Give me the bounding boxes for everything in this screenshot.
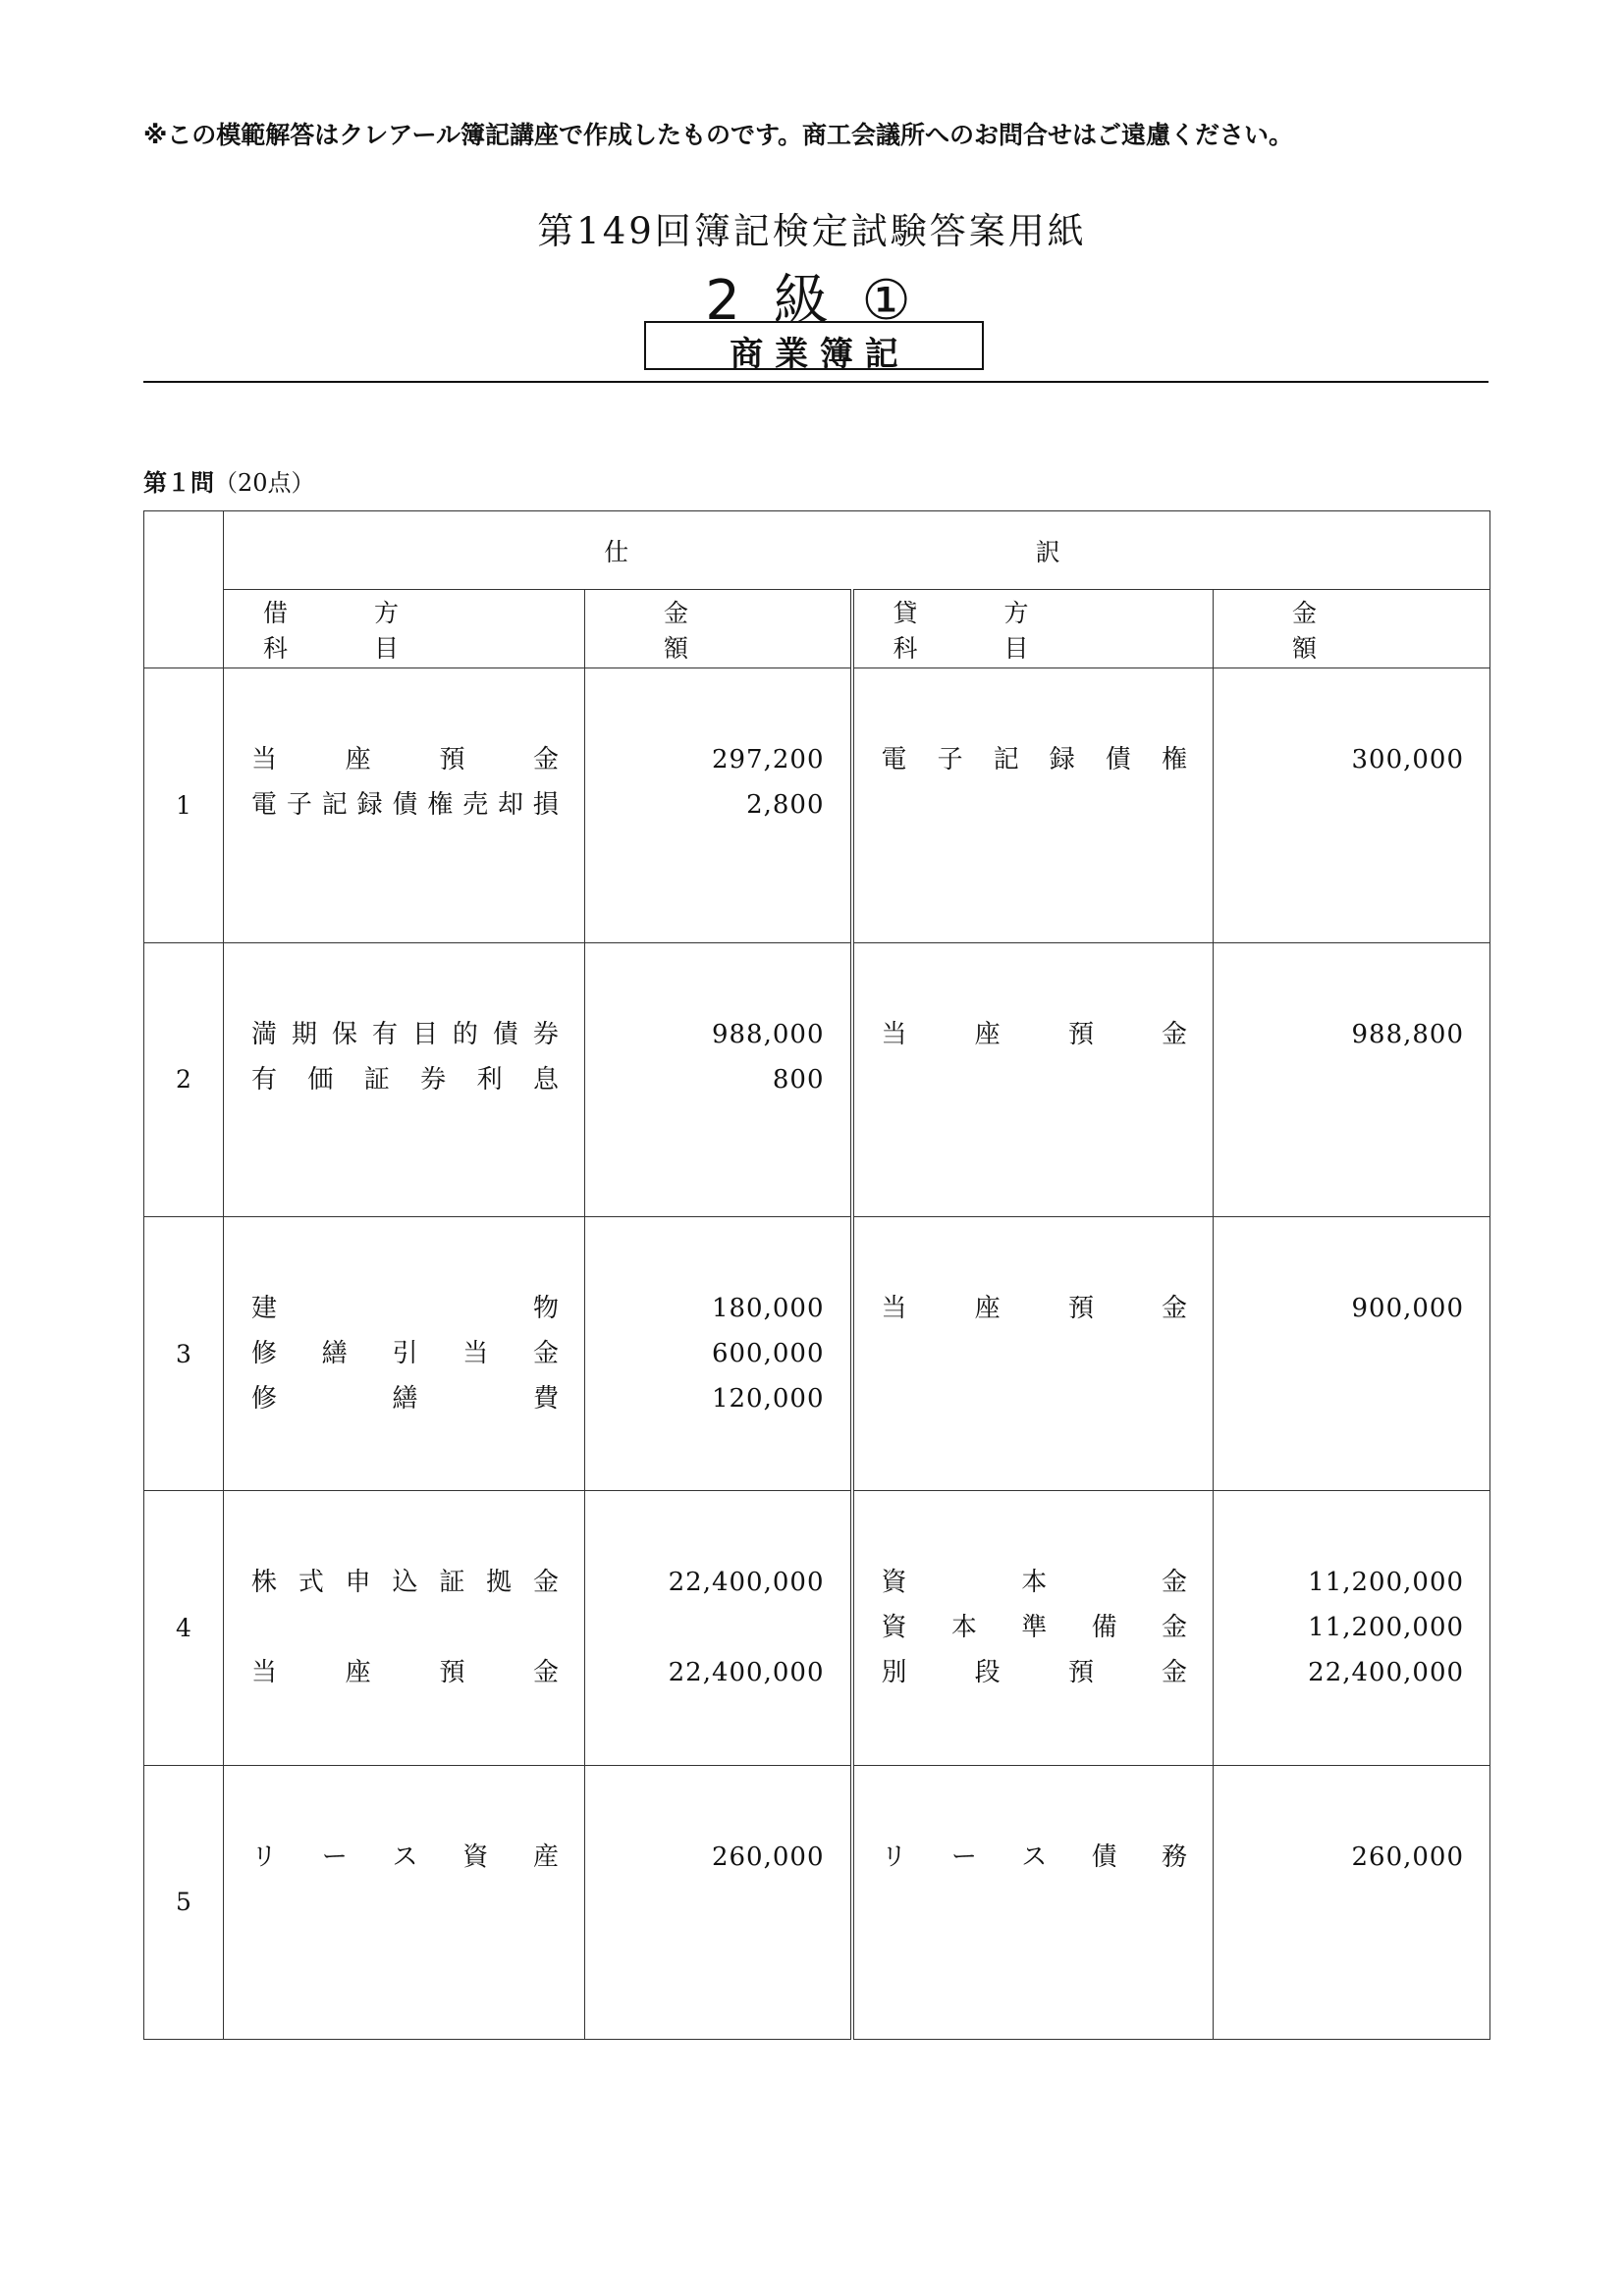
credit-amount-line: 900,000 bbox=[1351, 1294, 1465, 1324]
debit-amount-cell bbox=[585, 668, 852, 942]
credit-amount-cell bbox=[1214, 668, 1490, 942]
credit-amount-line bbox=[1214, 1102, 1489, 1148]
debit-account-header: 借 方 科 目 bbox=[224, 590, 585, 668]
grade-label: 2 級 ① bbox=[705, 269, 919, 333]
credit-account-cell bbox=[852, 1216, 1214, 1490]
credit-amount-line bbox=[1214, 1331, 1489, 1376]
credit-amount-line: 22,400,000 bbox=[1308, 1658, 1465, 1688]
credit-account-line: 当 座 預 金 bbox=[881, 1294, 1187, 1324]
credit-account-header: 貸 方 科 目 bbox=[852, 590, 1214, 668]
debit-amount-line: 180,000 bbox=[711, 1294, 825, 1324]
credit-amount-cell bbox=[1214, 1491, 1490, 1765]
journal-entry-row bbox=[144, 668, 1490, 942]
debit-account-line bbox=[224, 1102, 584, 1148]
debit-account-line bbox=[224, 828, 584, 873]
debit-amount-line: 22,400,000 bbox=[668, 1568, 825, 1598]
entry-number: 5 bbox=[144, 1765, 224, 2039]
journal-body bbox=[144, 668, 1490, 2040]
entry-number: 2 bbox=[144, 942, 224, 1216]
credit-amount-header: 金 額 bbox=[1214, 590, 1490, 668]
entry-number: 3 bbox=[144, 1216, 224, 1490]
journal-entry-row bbox=[144, 942, 1490, 1216]
question-label bbox=[143, 463, 315, 498]
credit-amount-cell bbox=[1214, 1765, 1490, 2039]
debit-amount-cell bbox=[585, 1216, 852, 1490]
journal-entry-row bbox=[144, 1765, 1490, 2039]
credit-account-line bbox=[854, 1331, 1214, 1376]
credit-account-line: 別 段 預 金 bbox=[881, 1658, 1187, 1688]
debit-account-line: リ ー ス 資 産 bbox=[251, 1842, 559, 1872]
credit-account-line: リ ー ス 債 務 bbox=[881, 1842, 1187, 1872]
credit-account-cell bbox=[852, 668, 1214, 942]
debit-account-line bbox=[224, 1880, 584, 1925]
debit-account-line: 有 価 証 券 利 息 bbox=[251, 1064, 559, 1095]
question-points: （20点） bbox=[214, 469, 315, 497]
credit-account-line bbox=[854, 782, 1214, 828]
credit-account-line bbox=[854, 1057, 1214, 1102]
debit-account-line: 当 座 預 金 bbox=[251, 745, 559, 775]
credit-amount-line bbox=[1214, 1376, 1489, 1421]
debit-account-line bbox=[224, 1605, 584, 1650]
credit-account-line: 資 本 金 bbox=[881, 1568, 1187, 1598]
debit-amount-cell bbox=[585, 1765, 852, 2039]
copyright-notice: ※この模範解答はクレアール簿記講座で作成したものです。商工会議所へのお問合せはご遠慮ください。 bbox=[143, 121, 1294, 149]
debit-amount-line: 2,800 bbox=[746, 790, 825, 821]
credit-account-line bbox=[854, 1376, 1214, 1421]
debit-amount-line bbox=[585, 1925, 850, 1970]
credit-account-line bbox=[854, 1925, 1214, 1970]
debit-account-cell bbox=[224, 942, 585, 1216]
journal-entry-row bbox=[144, 1216, 1490, 1490]
entry-number: 1 bbox=[144, 668, 224, 942]
debit-amount-line: 600,000 bbox=[711, 1339, 825, 1369]
credit-account-line bbox=[854, 1880, 1214, 1925]
entry-number: 4 bbox=[144, 1491, 224, 1765]
debit-amount-line: 120,000 bbox=[711, 1384, 825, 1415]
debit-account-line: 株 式 申 込 証 拠 金 bbox=[251, 1568, 559, 1598]
debit-amount-line: 988,000 bbox=[711, 1019, 825, 1049]
debit-account-line: 当 座 預 金 bbox=[251, 1658, 559, 1688]
credit-amount-line bbox=[1214, 1880, 1489, 1925]
subject-box bbox=[644, 321, 984, 374]
credit-account-line: 電 子 記 録 債 権 bbox=[881, 745, 1187, 775]
journal-entry-row bbox=[144, 1491, 1490, 1765]
credit-amount-line bbox=[1214, 1057, 1489, 1102]
debit-amount-cell bbox=[585, 942, 852, 1216]
number-header-cell bbox=[144, 511, 224, 668]
credit-amount-line: 988,800 bbox=[1351, 1019, 1465, 1049]
debit-amount-line: 260,000 bbox=[711, 1842, 825, 1872]
debit-account-line: 建 物 bbox=[251, 1294, 559, 1324]
debit-account-cell bbox=[224, 1491, 585, 1765]
credit-account-line: 当 座 預 金 bbox=[881, 1019, 1187, 1049]
debit-account-cell bbox=[224, 1216, 585, 1490]
journal-group-header bbox=[224, 511, 1490, 590]
credit-account-cell bbox=[852, 1765, 1214, 2039]
credit-amount-line bbox=[1214, 828, 1489, 873]
debit-account-line: 修 繕 費 bbox=[251, 1384, 559, 1415]
debit-account-line: 電 子 記 録 債 権 売 却 損 bbox=[251, 790, 559, 821]
debit-account-cell bbox=[224, 1765, 585, 2039]
journal-entry-table bbox=[143, 510, 1490, 2040]
credit-amount-line bbox=[1214, 782, 1489, 828]
debit-amount-line bbox=[585, 1880, 850, 1925]
group-header-left: 仕 bbox=[604, 537, 629, 566]
subject-label: 商 業 簿 記 bbox=[730, 335, 898, 374]
debit-account-cell bbox=[224, 668, 585, 942]
credit-account-cell bbox=[852, 1491, 1214, 1765]
credit-amount-line: 11,200,000 bbox=[1308, 1613, 1465, 1643]
credit-account-line bbox=[854, 1102, 1214, 1148]
header-divider bbox=[143, 381, 1489, 383]
debit-account-line: 修 繕 引 当 金 bbox=[251, 1339, 559, 1369]
debit-amount-cell bbox=[585, 1491, 852, 1765]
group-header-right: 訳 bbox=[1035, 537, 1060, 566]
credit-account-cell bbox=[852, 942, 1214, 1216]
exam-title: 第149回簿記検定試験答案用紙 bbox=[537, 210, 1087, 252]
debit-amount-line bbox=[585, 1605, 850, 1650]
credit-amount-cell bbox=[1214, 1216, 1490, 1490]
credit-account-line: 資 本 準 備 金 bbox=[881, 1613, 1187, 1643]
debit-amount-line bbox=[585, 828, 850, 873]
credit-amount-line: 11,200,000 bbox=[1308, 1568, 1465, 1598]
debit-account-line: 満 期 保 有 目 的 債 券 bbox=[251, 1019, 559, 1049]
debit-amount-header: 金 額 bbox=[585, 590, 852, 668]
question-number: 第１問 bbox=[143, 469, 214, 497]
credit-amount-line bbox=[1214, 1925, 1489, 1970]
debit-amount-line: 297,200 bbox=[711, 745, 825, 775]
credit-amount-line: 300,000 bbox=[1351, 745, 1465, 775]
debit-account-line bbox=[224, 1925, 584, 1970]
credit-amount-cell bbox=[1214, 942, 1490, 1216]
credit-account-line bbox=[854, 828, 1214, 873]
debit-amount-line bbox=[585, 1102, 850, 1148]
debit-amount-line: 22,400,000 bbox=[668, 1658, 825, 1688]
credit-amount-line: 260,000 bbox=[1351, 1842, 1465, 1872]
debit-amount-line: 800 bbox=[772, 1064, 825, 1095]
